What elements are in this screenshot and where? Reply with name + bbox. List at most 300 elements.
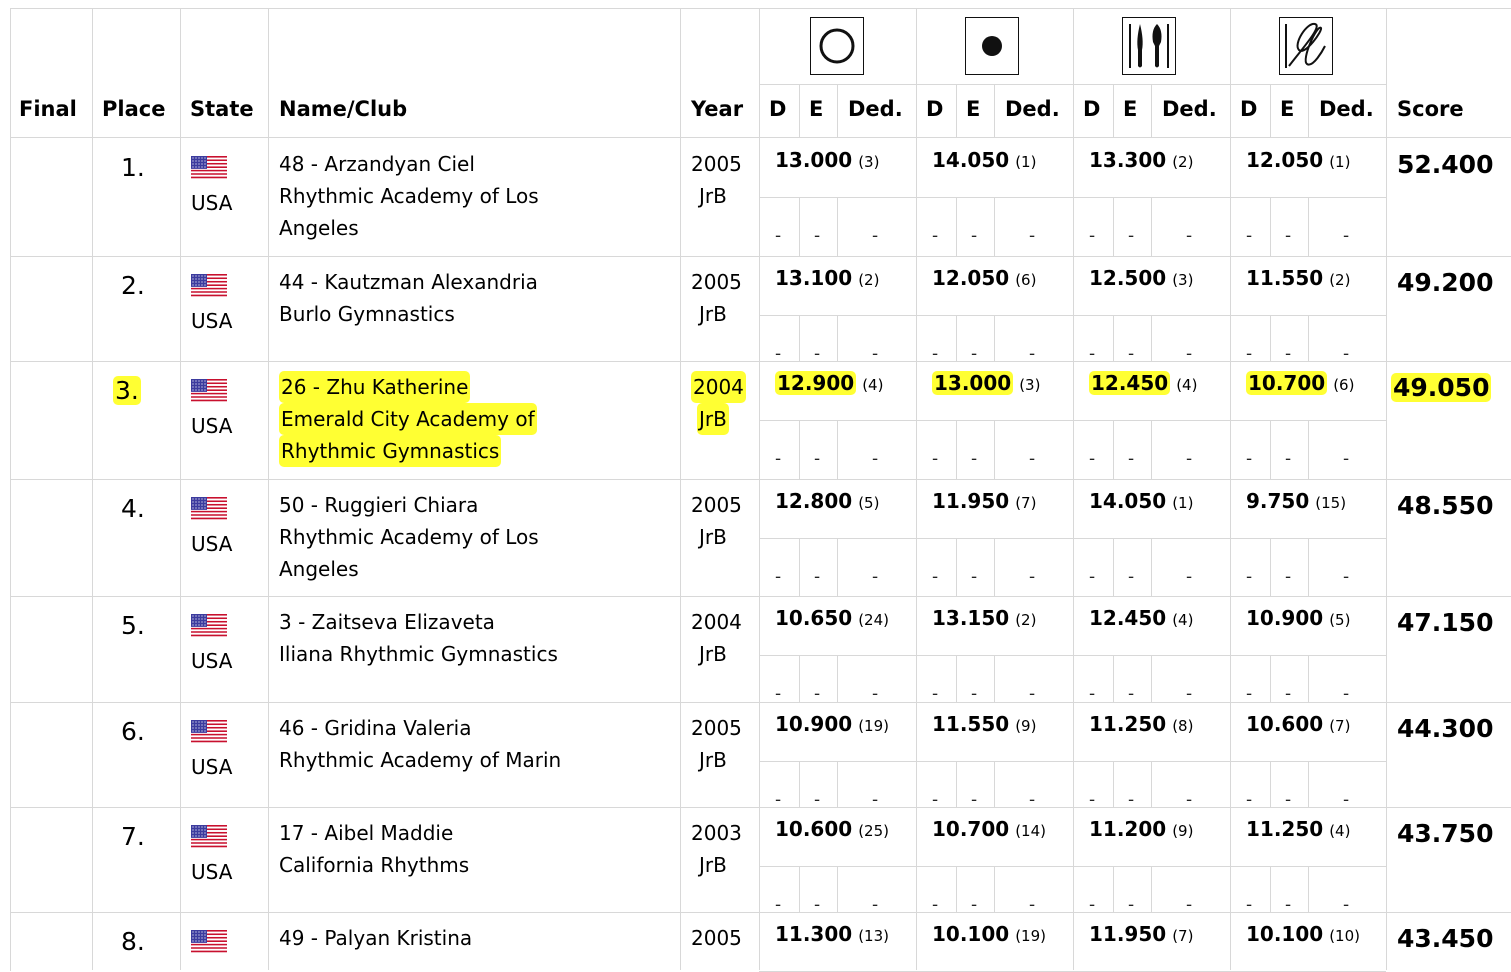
sub-column-divider — [837, 197, 838, 256]
apparatus-rank: (6) — [1015, 271, 1037, 289]
apparatus-score-value: 12.450 — [1091, 371, 1169, 395]
row-year: 2004 — [691, 371, 746, 403]
usa-flag-icon — [191, 825, 227, 849]
apparatus-score-value: 13.100 — [775, 266, 853, 290]
sub-column-divider — [994, 655, 995, 702]
apparatus-score — [1246, 606, 1388, 630]
usa-flag-icon — [191, 497, 227, 521]
row-level: JrB — [699, 302, 727, 326]
sub-column-divider — [956, 538, 957, 596]
apparatus-score — [775, 489, 917, 513]
sub-column-divider — [1270, 655, 1271, 702]
apparatus-score — [775, 712, 917, 736]
d-dash: - — [1089, 567, 1096, 587]
d-dash: - — [932, 344, 939, 364]
hoop-icon-glyph — [817, 26, 857, 66]
total-score: 52.400 — [1397, 150, 1494, 179]
athlete-name[interactable]: 17 - Aibel Maddie — [279, 821, 454, 845]
total-score: 47.150 — [1397, 608, 1494, 637]
d-dash: - — [932, 895, 939, 915]
apparatus-rank: (19) — [858, 717, 889, 735]
ded-dash: - — [872, 895, 879, 915]
club-name[interactable]: Burlo Gymnastics — [279, 302, 455, 326]
apparatus-score — [932, 489, 1074, 513]
row-level: JrB — [699, 525, 727, 549]
athlete-name[interactable]: 49 - Palyan Kristina — [279, 926, 473, 950]
col-header-year: Year — [691, 97, 744, 121]
ded-dash: - — [872, 684, 879, 704]
apparatus-rank: (15) — [1315, 494, 1347, 512]
ded-dash: - — [1186, 895, 1193, 915]
sub-column-divider — [956, 84, 957, 138]
score-split-line — [759, 197, 1386, 198]
e-dash: - — [814, 449, 821, 469]
d-dash: - — [1246, 567, 1253, 587]
sub-column-divider — [1151, 538, 1152, 596]
usa-flag-icon — [191, 720, 227, 744]
apparatus-score-value: 11.950 — [932, 489, 1010, 513]
apparatus-score-value: 10.700 — [932, 817, 1010, 841]
header-separator — [10, 137, 1511, 138]
sub-column-divider — [994, 761, 995, 807]
sub-column-divider — [799, 866, 800, 912]
ball-icon-glyph — [972, 26, 1012, 66]
row-state: USA — [191, 191, 233, 215]
sub-column-divider — [994, 315, 995, 361]
apparatus-rank: (25) — [858, 822, 889, 840]
apparatus-score — [775, 606, 917, 630]
sub-column-divider — [1270, 420, 1271, 479]
apparatus-score-value: 10.600 — [775, 817, 853, 841]
row-divider — [10, 596, 1511, 597]
d-dash: - — [775, 449, 782, 469]
row-place: 2. — [121, 271, 145, 300]
ded-dash: - — [1186, 344, 1193, 364]
ded-dash: - — [872, 226, 879, 246]
row-divider — [10, 479, 1511, 480]
ded-dash: - — [1343, 684, 1350, 704]
ded-dash: - — [1343, 226, 1350, 246]
sub-column-divider — [1270, 761, 1271, 807]
apparatus-rank: (3) — [1019, 376, 1041, 394]
row-level: JrB — [699, 642, 727, 666]
row-place: 1. — [121, 153, 145, 182]
sub-column-divider — [956, 655, 957, 702]
apparatus-score-value: 14.050 — [1089, 489, 1167, 513]
ded-dash: - — [872, 449, 879, 469]
apparatus-rank: (4) — [1176, 376, 1198, 394]
apparatus-score-value: 10.900 — [1246, 606, 1324, 630]
apparatus-score-value: 12.450 — [1089, 606, 1167, 630]
total-score: 49.050 — [1393, 373, 1490, 402]
e-dash: - — [971, 895, 978, 915]
row-state: USA — [191, 309, 233, 333]
sub-column-divider — [1113, 315, 1114, 361]
club-name[interactable]: Angeles — [279, 216, 359, 240]
athlete-name[interactable]: 50 - Ruggieri Chiara — [279, 493, 479, 517]
sub-column-divider — [1308, 315, 1309, 361]
sub-column-divider — [1113, 866, 1114, 912]
col-header-ded: Ded. — [1162, 97, 1217, 121]
sub-column-divider — [1151, 197, 1152, 256]
row-level: JrB — [699, 748, 727, 772]
sub-column-divider — [1151, 315, 1152, 361]
apparatus-score-value: 11.250 — [1246, 817, 1324, 841]
athlete-name[interactable]: 3 - Zaitseva Elizaveta — [279, 610, 495, 634]
e-dash: - — [1128, 790, 1135, 810]
apparatus-score — [775, 817, 917, 841]
score-split-line — [759, 761, 1386, 762]
apparatus-score — [1246, 371, 1388, 395]
sub-column-divider — [837, 420, 838, 479]
apparatus-score-value: 13.000 — [775, 148, 853, 172]
e-dash: - — [814, 684, 821, 704]
e-dash: - — [971, 790, 978, 810]
sub-column-divider — [799, 538, 800, 596]
col-header-d: D — [769, 97, 787, 121]
apparatus-score — [1089, 712, 1231, 736]
d-dash: - — [1246, 895, 1253, 915]
sub-column-divider — [1151, 655, 1152, 702]
apparatus-rank: (1) — [1329, 153, 1351, 171]
total-score: 49.200 — [1397, 268, 1494, 297]
row-place: 4. — [121, 494, 145, 523]
apparatus-score — [1089, 148, 1231, 172]
e-dash: - — [814, 567, 821, 587]
apparatus-score — [1246, 712, 1388, 736]
col-header-ded: Ded. — [1319, 97, 1374, 121]
sub-column-divider — [1151, 84, 1152, 138]
apparatus-score — [932, 712, 1074, 736]
apparatus-rank: (3) — [858, 153, 880, 171]
clubs-icon-glyph — [1127, 20, 1171, 72]
d-dash: - — [1089, 790, 1096, 810]
row-year: 2005 — [691, 716, 742, 740]
sub-column-divider — [1308, 197, 1309, 256]
apparatus-rank: (10) — [1329, 927, 1360, 945]
col-header-final: Final — [19, 97, 77, 121]
d-dash: - — [775, 684, 782, 704]
club-name[interactable]: Rhythmic Gymnastics — [279, 435, 501, 467]
row-state: USA — [191, 532, 233, 556]
apparatus-rank: (7) — [1172, 927, 1194, 945]
sub-column-divider — [799, 655, 800, 702]
score-split-line — [759, 655, 1386, 656]
sub-column-divider — [1151, 420, 1152, 479]
club-name[interactable]: Rhythmic Academy of Marin — [279, 748, 562, 772]
e-dash: - — [971, 344, 978, 364]
col-header-d: D — [926, 97, 944, 121]
apparatus-score — [932, 606, 1074, 630]
row-level: JrB — [699, 184, 727, 208]
e-dash: - — [971, 567, 978, 587]
apparatus-score-value: 11.950 — [1089, 922, 1167, 946]
ded-dash: - — [1186, 226, 1193, 246]
row-place: 3. — [115, 376, 139, 405]
e-dash: - — [1285, 567, 1292, 587]
usa-flag-icon — [191, 614, 227, 638]
column-divider — [92, 8, 93, 970]
apparatus-score-value: 11.200 — [1089, 817, 1167, 841]
row-place: 8. — [121, 927, 145, 956]
apparatus-score — [1089, 371, 1231, 395]
apparatus-score — [1246, 489, 1388, 513]
sub-column-divider — [994, 866, 995, 912]
e-dash: - — [814, 344, 821, 364]
apparatus-score — [932, 371, 1074, 395]
e-dash: - — [1285, 790, 1292, 810]
e-dash: - — [814, 895, 821, 915]
apparatus-rank: (1) — [1015, 153, 1037, 171]
apparatus-rank: (9) — [1172, 822, 1194, 840]
ded-dash: - — [1186, 790, 1193, 810]
e-dash: - — [1285, 344, 1292, 364]
apparatus-score-value: 13.150 — [932, 606, 1010, 630]
sub-column-divider — [994, 420, 995, 479]
e-dash: - — [1128, 344, 1135, 364]
ded-dash: - — [1186, 684, 1193, 704]
col-header-name-club: Name/Club — [279, 97, 408, 121]
total-score: 44.300 — [1397, 714, 1494, 743]
apparatus-score — [775, 148, 917, 172]
apparatus-score — [1089, 817, 1231, 841]
score-split-line — [759, 315, 1386, 316]
row-level: JrB — [699, 853, 727, 877]
apparatus-score-value: 12.050 — [1246, 148, 1324, 172]
apparatus-score-value: 12.800 — [775, 489, 853, 513]
apparatus-score — [1246, 922, 1388, 946]
row-state: USA — [191, 755, 233, 779]
ded-dash: - — [1343, 567, 1350, 587]
apparatus-score — [1246, 817, 1388, 841]
apparatus-rank: (14) — [1015, 822, 1046, 840]
apparatus-score-value: 12.500 — [1089, 266, 1167, 290]
apparatus-score — [1089, 606, 1231, 630]
sub-column-divider — [837, 866, 838, 912]
total-score: 43.450 — [1397, 924, 1494, 953]
sub-column-divider — [1113, 197, 1114, 256]
row-year: 2005 — [691, 926, 742, 950]
d-dash: - — [775, 226, 782, 246]
col-header-ded: Ded. — [1005, 97, 1060, 121]
sub-column-divider — [1308, 866, 1309, 912]
row-place: 7. — [121, 822, 145, 851]
apparatus-score-value: 10.600 — [1246, 712, 1324, 736]
ded-dash: - — [1029, 895, 1036, 915]
apparatus-score-value: 11.250 — [1089, 712, 1167, 736]
e-dash: - — [1285, 895, 1292, 915]
row-state: USA — [191, 414, 233, 438]
e-dash: - — [1128, 684, 1135, 704]
apparatus-score-value: 11.550 — [932, 712, 1010, 736]
apparatus-score — [1089, 266, 1231, 290]
d-dash: - — [932, 567, 939, 587]
apparatus-rank: (2) — [858, 271, 880, 289]
apparatus-score — [932, 817, 1074, 841]
sub-column-divider — [1270, 197, 1271, 256]
ded-dash: - — [872, 344, 879, 364]
apparatus-score — [1246, 266, 1388, 290]
row-place: 6. — [121, 717, 145, 746]
apparatus-score-value: 10.100 — [1246, 922, 1324, 946]
col-header-e: E — [1280, 97, 1295, 121]
col-header-d: D — [1240, 97, 1258, 121]
apparatus-score-value: 11.300 — [775, 922, 853, 946]
sub-column-divider — [1308, 84, 1309, 138]
d-dash: - — [1089, 895, 1096, 915]
apparatus-score — [775, 922, 917, 946]
sub-column-divider — [1113, 761, 1114, 807]
sub-column-divider — [837, 761, 838, 807]
sub-column-divider — [1113, 420, 1114, 479]
d-dash: - — [932, 790, 939, 810]
ded-dash: - — [1343, 895, 1350, 915]
apparatus-score-value: 10.100 — [932, 922, 1010, 946]
apparatus-rank: (6) — [1333, 376, 1355, 394]
ded-dash: - — [1029, 790, 1036, 810]
score-split-line — [759, 538, 1386, 539]
club-name[interactable]: Emerald City Academy of — [279, 403, 537, 435]
apparatus-score-value: 11.550 — [1246, 266, 1324, 290]
col-header-ded: Ded. — [848, 97, 903, 121]
d-dash: - — [775, 895, 782, 915]
d-dash: - — [1246, 684, 1253, 704]
apparatus-score — [932, 922, 1074, 946]
club-name[interactable]: Rhythmic Academy of Los — [279, 525, 539, 549]
ded-dash: - — [1343, 790, 1350, 810]
apparatus-rank: (5) — [858, 494, 880, 512]
ded-dash: - — [1029, 226, 1036, 246]
d-dash: - — [1089, 344, 1096, 364]
athlete-name[interactable]: 44 - Kautzman Alexandria — [279, 270, 538, 294]
sub-column-divider — [1270, 315, 1271, 361]
e-dash: - — [1128, 226, 1135, 246]
row-divider — [10, 256, 1511, 257]
sub-column-divider — [837, 84, 838, 138]
d-dash: - — [1246, 449, 1253, 469]
row-year: 2004 — [691, 610, 742, 634]
club-name[interactable]: Iliana Rhythmic Gymnastics — [279, 642, 558, 666]
apparatus-rank: (4) — [1172, 611, 1194, 629]
sub-column-divider — [1270, 866, 1271, 912]
column-divider — [680, 8, 681, 970]
column-divider — [268, 8, 269, 970]
e-dash: - — [971, 684, 978, 704]
apparatus-score — [1089, 922, 1231, 946]
sub-column-divider — [1308, 420, 1309, 479]
apparatus-score — [932, 148, 1074, 172]
sub-column-divider — [1151, 866, 1152, 912]
usa-flag-icon — [191, 379, 227, 403]
sub-column-divider — [1270, 538, 1271, 596]
apparatus-rank: (4) — [862, 376, 884, 394]
sub-column-divider — [1113, 538, 1114, 596]
sub-column-divider — [956, 197, 957, 256]
apparatus-rank: (2) — [1172, 153, 1194, 171]
sub-column-divider — [799, 84, 800, 138]
sub-column-divider — [799, 420, 800, 479]
sub-column-divider — [1270, 84, 1271, 138]
sub-column-divider — [837, 315, 838, 361]
apparatus-rank: (7) — [1329, 717, 1351, 735]
e-dash: - — [1285, 449, 1292, 469]
row-state: USA — [191, 649, 233, 673]
col-header-d: D — [1083, 97, 1101, 121]
apparatus-score-value: 9.750 — [1246, 489, 1310, 513]
e-dash: - — [1128, 449, 1135, 469]
athlete-name[interactable]: 48 - Arzandyan Ciel — [279, 152, 475, 176]
e-dash: - — [971, 226, 978, 246]
sub-column-divider — [994, 538, 995, 596]
apparatus-score-value: 10.900 — [775, 712, 853, 736]
ded-dash: - — [1186, 567, 1193, 587]
d-dash: - — [1089, 684, 1096, 704]
athlete-name[interactable]: 26 - Zhu Katherine — [279, 371, 470, 403]
row-state: USA — [191, 860, 233, 884]
club-name[interactable]: Angeles — [279, 557, 359, 581]
apparatus-rank: (24) — [858, 611, 889, 629]
apparatus-score-value: 13.300 — [1089, 148, 1167, 172]
apparatus-score-value: 12.900 — [777, 371, 855, 395]
col-header-score: Score — [1397, 97, 1464, 121]
apparatus-rank: (9) — [1015, 717, 1037, 735]
sub-column-divider — [1151, 761, 1152, 807]
apparatus-rank: (7) — [1015, 494, 1037, 512]
athlete-name[interactable]: 46 - Gridina Valeria — [279, 716, 472, 740]
d-dash: - — [775, 344, 782, 364]
ded-dash: - — [1343, 449, 1350, 469]
e-dash: - — [814, 790, 821, 810]
d-dash: - — [1246, 226, 1253, 246]
d-dash: - — [932, 226, 939, 246]
sub-column-divider — [1113, 84, 1114, 138]
apparatus-score — [1089, 489, 1231, 513]
apparatus-score-value: 14.050 — [932, 148, 1010, 172]
ded-dash: - — [872, 790, 879, 810]
apparatus-header-line — [759, 84, 1386, 85]
apparatus-score — [775, 371, 917, 395]
apparatus-score — [1246, 148, 1388, 172]
ded-dash: - — [1343, 344, 1350, 364]
score-split-line — [759, 866, 1386, 867]
apparatus-rank: (3) — [1172, 271, 1194, 289]
club-name[interactable]: California Rhythms — [279, 853, 470, 877]
col-header-e: E — [809, 97, 824, 121]
club-name[interactable]: Rhythmic Academy of Los — [279, 184, 539, 208]
sub-column-divider — [994, 197, 995, 256]
d-dash: - — [775, 567, 782, 587]
score-split-line — [759, 420, 1386, 421]
apparatus-rank: (19) — [1015, 927, 1046, 945]
usa-flag-icon — [191, 274, 227, 298]
e-dash: - — [971, 449, 978, 469]
apparatus-rank: (2) — [1015, 611, 1037, 629]
d-dash: - — [932, 684, 939, 704]
sub-column-divider — [837, 655, 838, 702]
sub-column-divider — [1308, 761, 1309, 807]
apparatus-rank: (13) — [858, 927, 889, 945]
ribbon-icon-glyph — [1283, 20, 1329, 72]
sub-column-divider — [956, 761, 957, 807]
apparatus-score-value: 10.650 — [775, 606, 853, 630]
col-header-place: Place — [102, 97, 166, 121]
d-dash: - — [1089, 449, 1096, 469]
col-header-e: E — [1123, 97, 1138, 121]
clubs-icon — [1122, 17, 1176, 75]
row-year: 2003 — [691, 821, 742, 845]
row-year: 2005 — [691, 152, 742, 176]
apparatus-rank: (5) — [1329, 611, 1351, 629]
